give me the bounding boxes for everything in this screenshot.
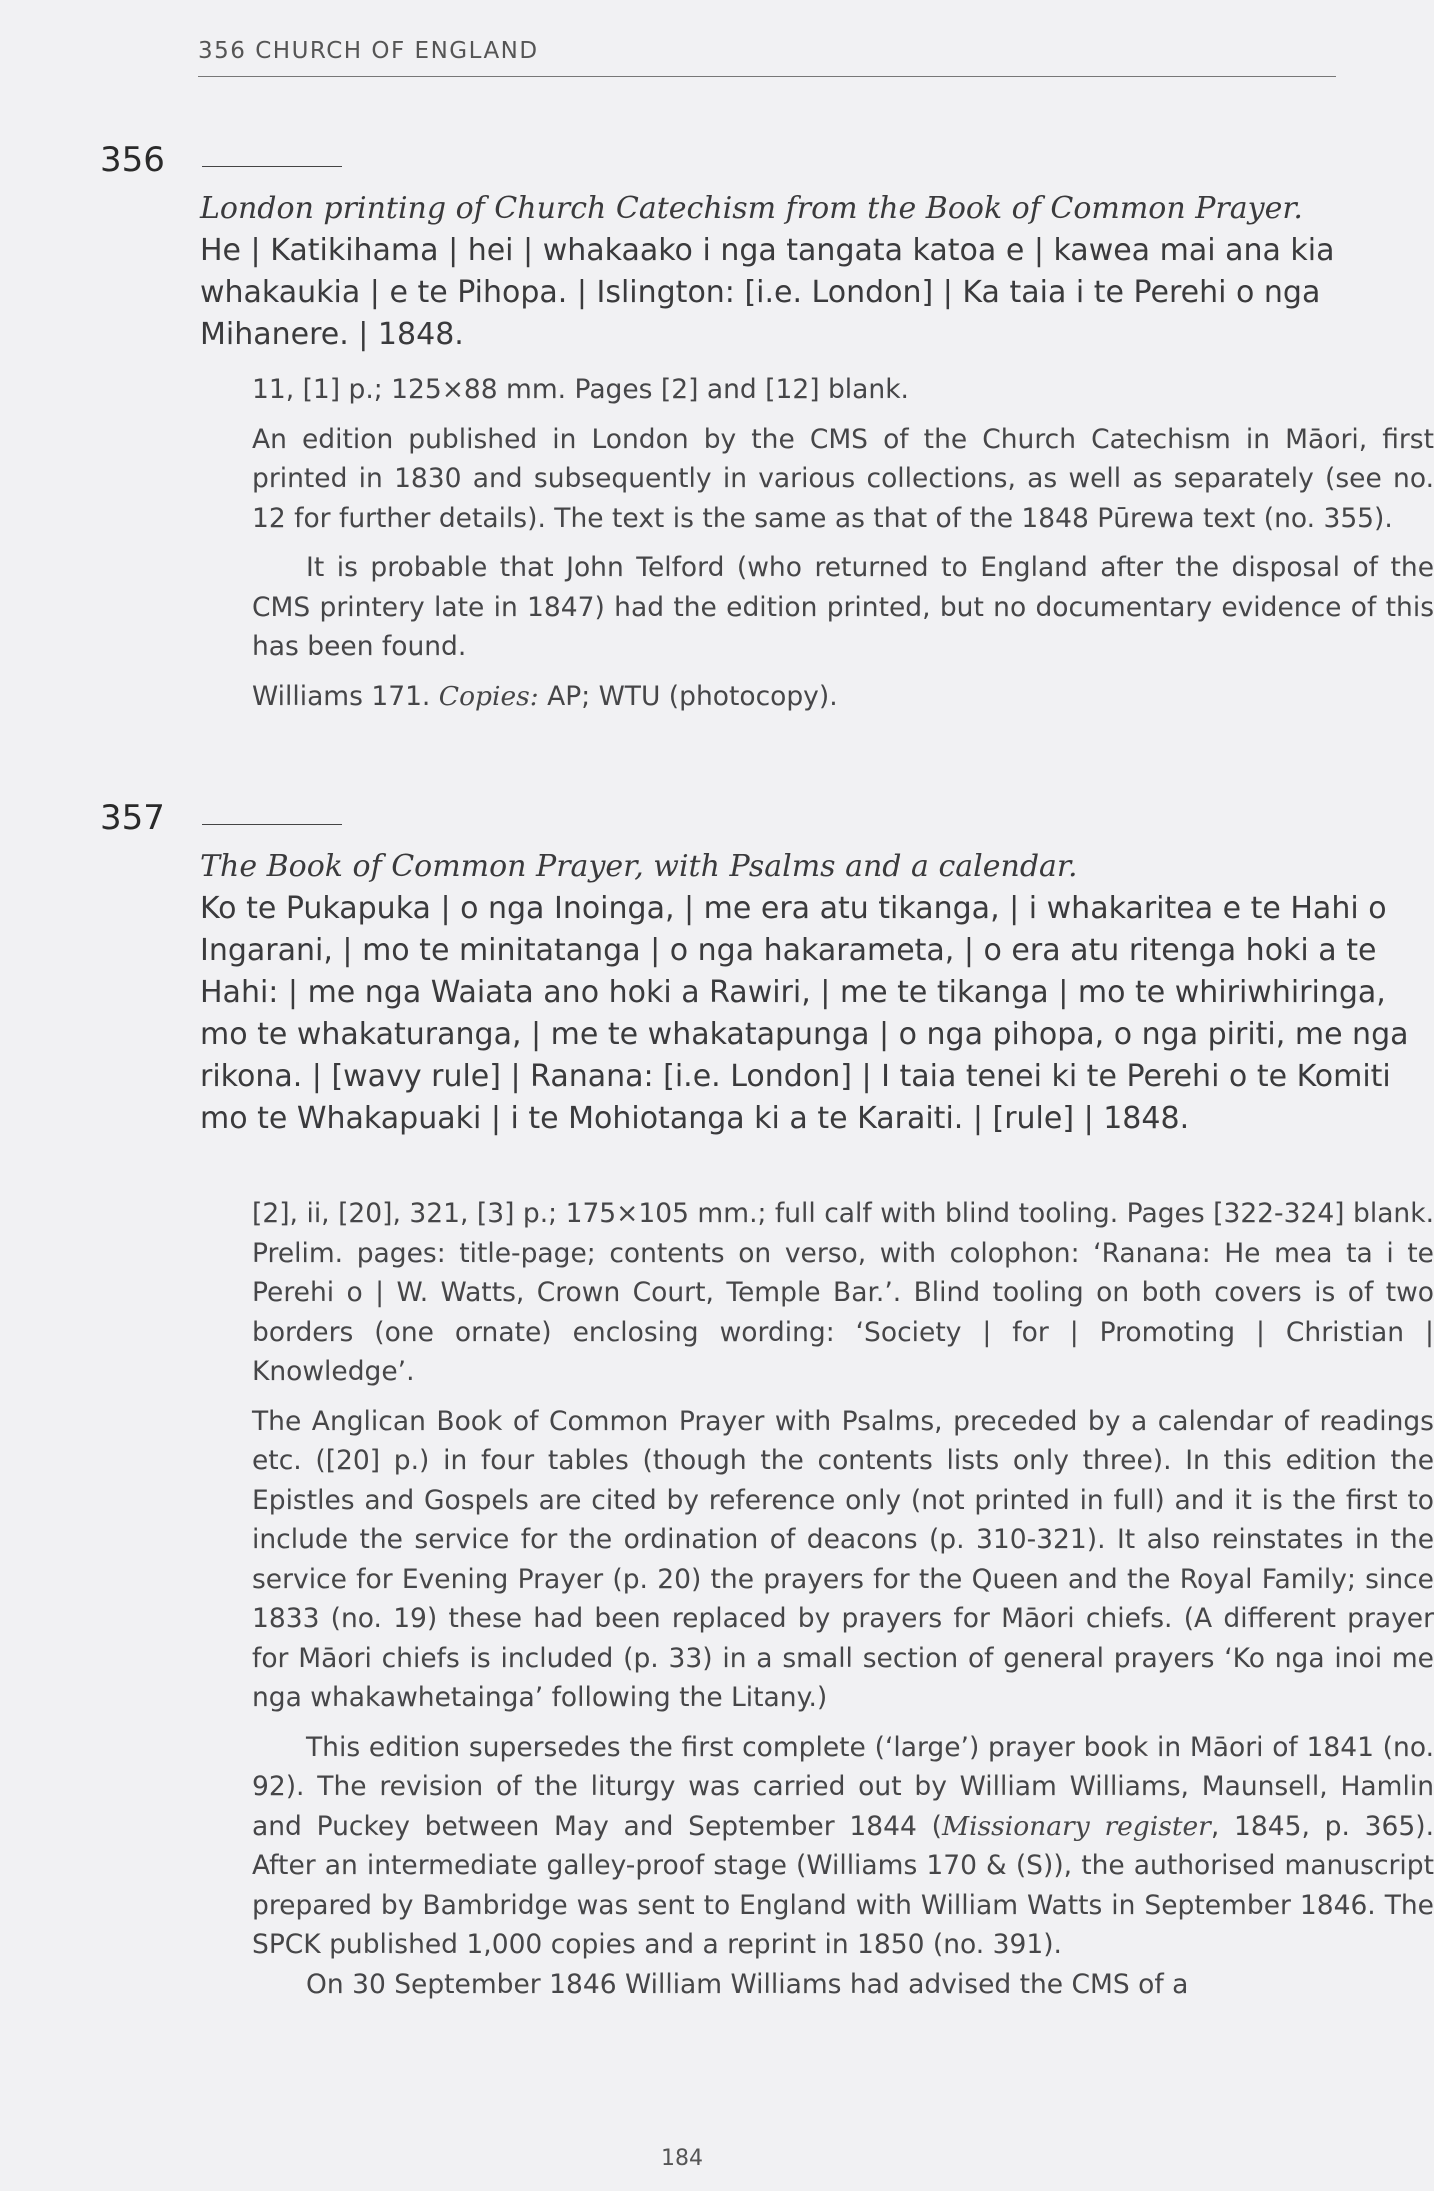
entry-description — [252, 370, 1434, 726]
entry-description — [252, 1194, 1434, 2014]
note: This edition supersedes the first complete (‘large’) prayer book in Māori of 1841 (no. 92). The revision of the liturgy was carried out by William Williams, Maunsell, Hamlin and Puckey between May and September 1844 (Missionary register, 1845, p. 365). After an intermediate galley-proof stage (Williams 170 & (S)), the authorised manuscript prepared by Bambridge was sent to England with William Watts in September 1846. The SPCK published 1,000 copies and a reprint in 1850 (no. 391). — [252, 1731, 1434, 1960]
entry-number: 357 — [100, 798, 165, 838]
entry-rule — [202, 824, 342, 825]
collation: [2], ii, [20], 321, [3] p.; 175×105 mm.; full calf with blind tooling. Pages [322-324] blank. Prelim. pages: title-page; contents on verso, with colophon: ‘Ranana: He mea ta i te Perehi o | W. Watts, Crown Court, Temple Bar.’. Blind tooling on both covers is of two borders (one ornate) enclosing wording: ‘Society | for | Promoting | Christian | Knowledge’. — [252, 1198, 1434, 1387]
note: The Anglican Book of Common Prayer with Psalms, preceded by a calendar of readings etc. ([20] p.) in four tables (though the contents lists only three). In this edition the Epistles and Gospels are cited by reference only (not printed in full) and it is the first to include the service for the ordination of deacons (p. 310-321). It also reinstates in the service for Evening Prayer (p. 20) the prayers for the Queen and the Royal Family; since 1833 (no. 19) these had been replaced by prayers for Māori chiefs. (A different prayer for Māori chiefs is included (p. 33) in a small section of general prayers ‘Ko nga inoi me nga whakawhetainga’ following the Litany.) — [252, 1405, 1434, 1713]
entry-number: 356 — [100, 140, 165, 180]
page-number: 184 — [661, 2146, 703, 2171]
title-italic: London printing of Church Catechism from the Book of Common Prayer. — [200, 191, 1303, 226]
copies-label: Copies: — [438, 680, 539, 712]
header-rule — [198, 76, 1336, 77]
collation: 11, [1] p.; 125×88 mm. Pages [2] and [12] blank. — [252, 374, 909, 405]
note: It is probable that John Telford (who returned to England after the disposal of the CMS printery late in 1847) had the edition printed, but no documentary evidence of this has been found. — [252, 552, 1434, 662]
entry-title — [200, 846, 1434, 1140]
note: On 30 September 1846 William Williams had advised the CMS of a — [306, 1968, 1189, 2000]
entry-title — [200, 188, 1434, 356]
running-head: 356 CHURCH OF ENGLAND — [198, 38, 539, 64]
entry-rule — [202, 166, 342, 167]
refs-prefix: Williams 171. — [252, 680, 431, 712]
references — [252, 677, 1434, 717]
note: An edition published in London by the CMS of the Church Catechism in Māori, first printed in 1830 and subsequently in various collections, as well as separately (see no. 12 for further details). The text is the same as that of the 1848 Pūrewa text (no. 355). — [252, 423, 1434, 534]
title-transcription: He | Katikihama | hei | whakaako i nga tangata katoa e | kawea mai ana kia whakaukia | e te Pihopa. | Islington: [i.e. London] | Ka taia i te Perehi o nga Mihanere. | 1848. — [200, 233, 1335, 352]
title-italic: The Book of Common Prayer, with Psalms and a calendar. — [200, 849, 1078, 884]
citation-italic: Missionary register — [941, 1810, 1211, 1842]
refs-suffix: AP; WTU (photocopy). — [547, 680, 838, 712]
title-transcription: Ko te Pukapuka | o nga Inoinga, | me era atu tikanga, | i whakaritea e te Hahi o Ingarani, | mo te minitatanga | o nga hakarameta, | o era atu ritenga hoki a te Hahi: | me nga Waiata ano hoki a Rawiri, | me te tikanga | mo te whiriwhiringa, mo te whakaturanga, | me te whakatapunga | o nga pihopa, o nga piriti, me nga rikona. | [wavy rule] | Ranana: [i.e. London] | I taia tenei ki te Perehi o te Komiti mo te Whakapuaki | i te Mohiotanga ki a te Karaiti. | [rule] | 1848. — [200, 891, 1409, 1136]
